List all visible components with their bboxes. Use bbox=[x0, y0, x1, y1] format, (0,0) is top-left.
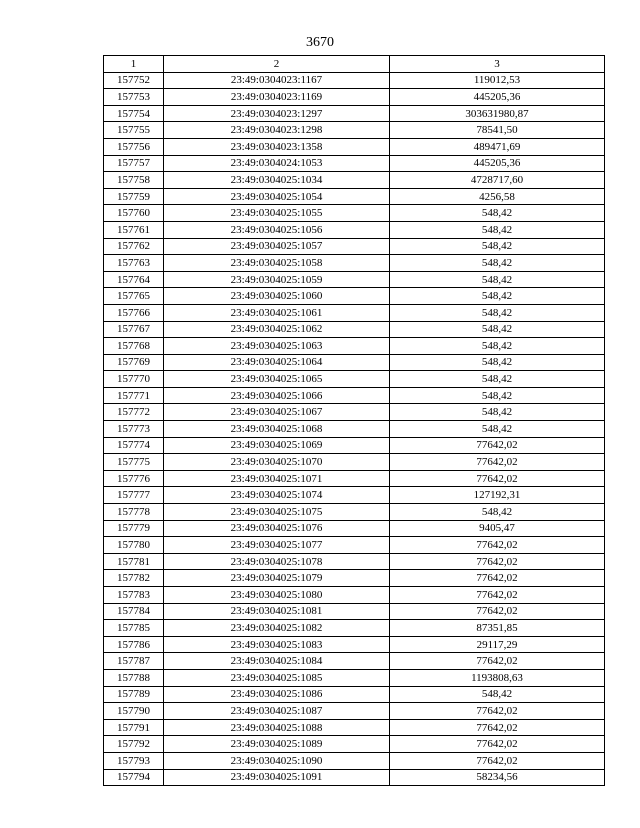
row-number-cell: 157768 bbox=[104, 338, 164, 355]
table-row bbox=[104, 255, 605, 272]
value-cell: 548,42 bbox=[390, 255, 605, 272]
cadastral-id-cell: 23:49:0304025:1060 bbox=[164, 288, 390, 305]
row-number-cell: 157770 bbox=[104, 371, 164, 388]
row-number-cell: 157764 bbox=[104, 271, 164, 288]
value-cell: 77642,02 bbox=[390, 653, 605, 670]
value-cell: 548,42 bbox=[390, 205, 605, 222]
value-cell: 445205,36 bbox=[390, 89, 605, 106]
cadastral-id-cell: 23:49:0304025:1086 bbox=[164, 686, 390, 703]
row-number-cell: 157781 bbox=[104, 553, 164, 570]
table-row bbox=[104, 719, 605, 736]
value-cell: 548,42 bbox=[390, 304, 605, 321]
row-number-cell: 157780 bbox=[104, 537, 164, 554]
value-cell: 4256,58 bbox=[390, 188, 605, 205]
table-row bbox=[104, 752, 605, 769]
table-row bbox=[104, 387, 605, 404]
table-row bbox=[104, 271, 605, 288]
table-row bbox=[104, 537, 605, 554]
row-number-cell: 157791 bbox=[104, 719, 164, 736]
row-number-cell: 157756 bbox=[104, 138, 164, 155]
row-number-cell: 157782 bbox=[104, 570, 164, 587]
cadastral-id-cell: 23:49:0304025:1083 bbox=[164, 636, 390, 653]
cadastral-id-cell: 23:49:0304025:1088 bbox=[164, 719, 390, 736]
value-cell: 77642,02 bbox=[390, 752, 605, 769]
value-cell: 77642,02 bbox=[390, 603, 605, 620]
cadastral-id-cell: 23:49:0304025:1078 bbox=[164, 553, 390, 570]
header-row bbox=[104, 56, 605, 73]
value-cell: 77642,02 bbox=[390, 736, 605, 753]
cadastral-id-cell: 23:49:0304024:1053 bbox=[164, 155, 390, 172]
row-number-cell: 157771 bbox=[104, 387, 164, 404]
cadastral-id-cell: 23:49:0304023:1167 bbox=[164, 72, 390, 89]
table-row bbox=[104, 653, 605, 670]
cadastral-id-cell: 23:49:0304025:1062 bbox=[164, 321, 390, 338]
cadastral-id-cell: 23:49:0304025:1075 bbox=[164, 504, 390, 521]
row-number-cell: 157758 bbox=[104, 172, 164, 189]
table-row bbox=[104, 338, 605, 355]
table-row bbox=[104, 354, 605, 371]
cadastral-id-cell: 23:49:0304025:1055 bbox=[164, 205, 390, 222]
value-cell: 77642,02 bbox=[390, 570, 605, 587]
row-number-cell: 157775 bbox=[104, 454, 164, 471]
cadastral-id-cell: 23:49:0304025:1066 bbox=[164, 387, 390, 404]
table-row bbox=[104, 205, 605, 222]
value-cell: 4728717,60 bbox=[390, 172, 605, 189]
value-cell: 119012,53 bbox=[390, 72, 605, 89]
value-cell: 548,42 bbox=[390, 686, 605, 703]
row-number-cell: 157790 bbox=[104, 703, 164, 720]
cadastral-id-cell: 23:49:0304025:1079 bbox=[164, 570, 390, 587]
table-row bbox=[104, 238, 605, 255]
row-number-cell: 157787 bbox=[104, 653, 164, 670]
cadastral-id-cell: 23:49:0304025:1059 bbox=[164, 271, 390, 288]
table-row bbox=[104, 304, 605, 321]
table-row bbox=[104, 769, 605, 786]
cadastral-id-cell: 23:49:0304025:1034 bbox=[164, 172, 390, 189]
value-cell: 548,42 bbox=[390, 387, 605, 404]
row-number-cell: 157774 bbox=[104, 437, 164, 454]
cadastral-id-cell: 23:49:0304023:1298 bbox=[164, 122, 390, 139]
cadastral-id-cell: 23:49:0304025:1065 bbox=[164, 371, 390, 388]
row-number-cell: 157794 bbox=[104, 769, 164, 786]
cadastral-id-cell: 23:49:0304025:1082 bbox=[164, 620, 390, 637]
row-number-cell: 157789 bbox=[104, 686, 164, 703]
row-number-cell: 157783 bbox=[104, 587, 164, 604]
cadastral-id-cell: 23:49:0304023:1297 bbox=[164, 105, 390, 122]
row-number-cell: 157752 bbox=[104, 72, 164, 89]
row-number-cell: 157776 bbox=[104, 470, 164, 487]
row-number-cell: 157760 bbox=[104, 205, 164, 222]
table-row bbox=[104, 371, 605, 388]
row-number-cell: 157757 bbox=[104, 155, 164, 172]
row-number-cell: 157792 bbox=[104, 736, 164, 753]
row-number-cell: 157777 bbox=[104, 487, 164, 504]
table-row bbox=[104, 437, 605, 454]
table-row bbox=[104, 620, 605, 637]
cadastral-id-cell: 23:49:0304025:1067 bbox=[164, 404, 390, 421]
table-row bbox=[104, 520, 605, 537]
cadastral-id-cell: 23:49:0304025:1054 bbox=[164, 188, 390, 205]
row-number-cell: 157784 bbox=[104, 603, 164, 620]
table-row bbox=[104, 454, 605, 471]
value-cell: 77642,02 bbox=[390, 537, 605, 554]
value-cell: 78541,50 bbox=[390, 122, 605, 139]
table-header bbox=[104, 56, 605, 73]
table-row bbox=[104, 570, 605, 587]
table-row bbox=[104, 138, 605, 155]
table-row bbox=[104, 736, 605, 753]
cadastral-id-cell: 23:49:0304025:1084 bbox=[164, 653, 390, 670]
value-cell: 548,42 bbox=[390, 354, 605, 371]
table-row bbox=[104, 587, 605, 604]
value-cell: 548,42 bbox=[390, 338, 605, 355]
row-number-cell: 157759 bbox=[104, 188, 164, 205]
value-cell: 548,42 bbox=[390, 404, 605, 421]
row-number-cell: 157788 bbox=[104, 669, 164, 686]
row-number-cell: 157765 bbox=[104, 288, 164, 305]
table-body bbox=[104, 72, 605, 786]
table-row bbox=[104, 288, 605, 305]
cadastral-id-cell: 23:49:0304025:1091 bbox=[164, 769, 390, 786]
row-number-cell: 157762 bbox=[104, 238, 164, 255]
column-header-value: 3 bbox=[390, 56, 605, 73]
row-number-cell: 157779 bbox=[104, 520, 164, 537]
table-row bbox=[104, 105, 605, 122]
table-row bbox=[104, 504, 605, 521]
table-row bbox=[104, 321, 605, 338]
row-number-cell: 157785 bbox=[104, 620, 164, 637]
cadastral-id-cell: 23:49:0304025:1090 bbox=[164, 752, 390, 769]
row-number-cell: 157763 bbox=[104, 255, 164, 272]
value-cell: 77642,02 bbox=[390, 703, 605, 720]
value-cell: 87351,85 bbox=[390, 620, 605, 637]
row-number-cell: 157769 bbox=[104, 354, 164, 371]
table-row bbox=[104, 155, 605, 172]
value-cell: 77642,02 bbox=[390, 553, 605, 570]
row-number-cell: 157754 bbox=[104, 105, 164, 122]
cadastral-id-cell: 23:49:0304025:1058 bbox=[164, 255, 390, 272]
row-number-cell: 157772 bbox=[104, 404, 164, 421]
registry-table bbox=[103, 55, 605, 786]
cadastral-id-cell: 23:49:0304025:1056 bbox=[164, 221, 390, 238]
table-row bbox=[104, 421, 605, 438]
page-number: 3670 bbox=[306, 35, 334, 50]
value-cell: 1193808,63 bbox=[390, 669, 605, 686]
value-cell: 58234,56 bbox=[390, 769, 605, 786]
cadastral-id-cell: 23:49:0304023:1358 bbox=[164, 138, 390, 155]
row-number-cell: 157755 bbox=[104, 122, 164, 139]
cadastral-id-cell: 23:49:0304025:1061 bbox=[164, 304, 390, 321]
table-row bbox=[104, 122, 605, 139]
cadastral-id-cell: 23:49:0304025:1080 bbox=[164, 587, 390, 604]
column-header-number: 1 bbox=[104, 56, 164, 73]
value-cell: 548,42 bbox=[390, 238, 605, 255]
row-number-cell: 157761 bbox=[104, 221, 164, 238]
table-row bbox=[104, 172, 605, 189]
row-number-cell: 157767 bbox=[104, 321, 164, 338]
row-number-cell: 157786 bbox=[104, 636, 164, 653]
cadastral-id-cell: 23:49:0304023:1169 bbox=[164, 89, 390, 106]
value-cell: 303631980,87 bbox=[390, 105, 605, 122]
cadastral-id-cell: 23:49:0304025:1068 bbox=[164, 421, 390, 438]
value-cell: 548,42 bbox=[390, 504, 605, 521]
cadastral-id-cell: 23:49:0304025:1064 bbox=[164, 354, 390, 371]
row-number-cell: 157778 bbox=[104, 504, 164, 521]
table-row bbox=[104, 221, 605, 238]
cadastral-id-cell: 23:49:0304025:1081 bbox=[164, 603, 390, 620]
value-cell: 548,42 bbox=[390, 321, 605, 338]
cadastral-id-cell: 23:49:0304025:1087 bbox=[164, 703, 390, 720]
value-cell: 29117,29 bbox=[390, 636, 605, 653]
cadastral-id-cell: 23:49:0304025:1077 bbox=[164, 537, 390, 554]
table-row bbox=[104, 89, 605, 106]
value-cell: 77642,02 bbox=[390, 719, 605, 736]
value-cell: 77642,02 bbox=[390, 437, 605, 454]
table-row bbox=[104, 72, 605, 89]
table-row bbox=[104, 553, 605, 570]
value-cell: 548,42 bbox=[390, 421, 605, 438]
value-cell: 489471,69 bbox=[390, 138, 605, 155]
value-cell: 77642,02 bbox=[390, 454, 605, 471]
row-number-cell: 157793 bbox=[104, 752, 164, 769]
value-cell: 548,42 bbox=[390, 221, 605, 238]
value-cell: 9405,47 bbox=[390, 520, 605, 537]
value-cell: 548,42 bbox=[390, 271, 605, 288]
cadastral-id-cell: 23:49:0304025:1076 bbox=[164, 520, 390, 537]
cadastral-id-cell: 23:49:0304025:1089 bbox=[164, 736, 390, 753]
value-cell: 445205,36 bbox=[390, 155, 605, 172]
cadastral-id-cell: 23:49:0304025:1063 bbox=[164, 338, 390, 355]
table-row bbox=[104, 404, 605, 421]
column-header-cadastral-id: 2 bbox=[164, 56, 390, 73]
cadastral-id-cell: 23:49:0304025:1069 bbox=[164, 437, 390, 454]
table-row bbox=[104, 188, 605, 205]
cadastral-id-cell: 23:49:0304025:1070 bbox=[164, 454, 390, 471]
cadastral-id-cell: 23:49:0304025:1057 bbox=[164, 238, 390, 255]
value-cell: 77642,02 bbox=[390, 470, 605, 487]
row-number-cell: 157753 bbox=[104, 89, 164, 106]
row-number-cell: 157766 bbox=[104, 304, 164, 321]
table-row bbox=[104, 686, 605, 703]
value-cell: 548,42 bbox=[390, 288, 605, 305]
table-row bbox=[104, 487, 605, 504]
cadastral-id-cell: 23:49:0304025:1071 bbox=[164, 470, 390, 487]
table-row bbox=[104, 636, 605, 653]
table-row bbox=[104, 669, 605, 686]
value-cell: 548,42 bbox=[390, 371, 605, 388]
table-row bbox=[104, 703, 605, 720]
value-cell: 77642,02 bbox=[390, 587, 605, 604]
table-row bbox=[104, 470, 605, 487]
cadastral-id-cell: 23:49:0304025:1085 bbox=[164, 669, 390, 686]
value-cell: 127192,31 bbox=[390, 487, 605, 504]
table-row bbox=[104, 603, 605, 620]
cadastral-id-cell: 23:49:0304025:1074 bbox=[164, 487, 390, 504]
row-number-cell: 157773 bbox=[104, 421, 164, 438]
